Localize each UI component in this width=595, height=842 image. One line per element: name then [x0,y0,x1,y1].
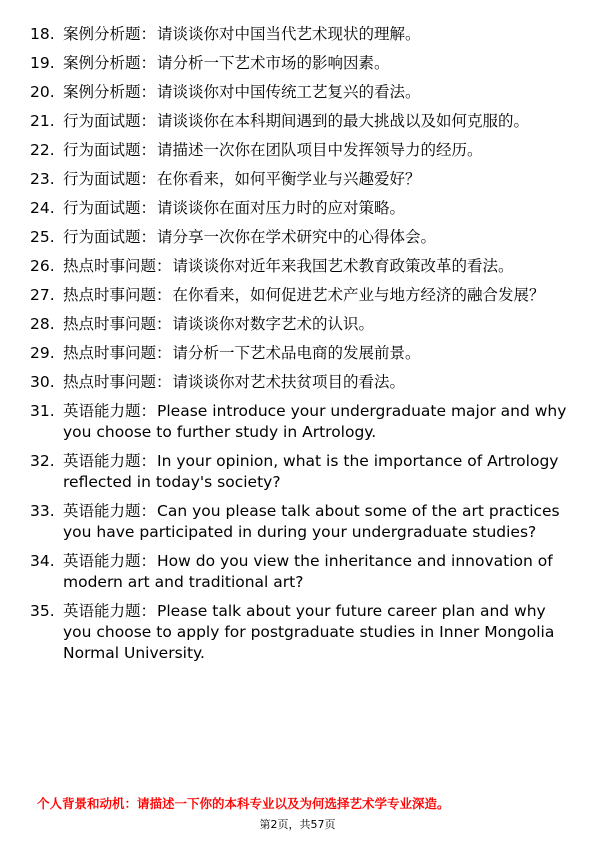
question-body [63,314,570,335]
question-text: 请分析一下艺术品电商的发展前景。 [172,344,421,362]
question-item [30,53,570,74]
question-number: 32. [30,452,55,470]
question-number: 31. [30,402,55,420]
question-text: 请谈谈你在面对压力时的应对策略。 [157,199,406,217]
category-separator: ： [140,170,157,188]
question-category: 热点时事问题 [63,286,157,304]
question-item [30,601,570,664]
category-separator: ： [140,228,157,246]
question-number: 28. [30,315,55,333]
question-category: 英语能力题 [63,602,141,620]
question-number: 33. [30,502,55,520]
question-item [30,401,570,443]
question-body [63,372,570,393]
category-separator: ： [140,402,157,420]
question-item [30,227,570,248]
question-body [63,53,570,74]
question-body [63,140,570,161]
category-separator: ： [156,257,172,275]
question-body [63,285,570,306]
question-body [63,256,570,277]
category-separator: ： [140,83,157,101]
notice-text: 个人背景和动机：请描述一下你的本科专业以及为何选择艺术学专业深造。 [37,796,450,811]
question-text: 请谈谈你对中国当代艺术现状的理解。 [157,25,421,43]
question-category: 行为面试题 [63,199,141,217]
question-category: 案例分析题 [63,54,141,72]
question-category: 热点时事问题 [63,373,157,391]
category-separator: ： [140,112,157,130]
question-text: Please talk about your future career plan and why you choose to apply for postgraduate studies in Inner Mongolia Normal University. [63,602,555,662]
question-body [63,24,570,45]
question-text: 请谈谈你在本科期间遇到的最大挑战以及如何克服的。 [157,112,530,130]
question-item [30,140,570,161]
category-separator: ： [140,25,157,43]
question-number: 24. [30,199,55,217]
question-text: 请描述一次你在团队项目中发挥领导力的经历。 [157,141,483,159]
question-category: 热点时事问题 [63,257,157,275]
question-category: 英语能力题 [63,452,141,470]
question-body [63,227,570,248]
category-separator: ： [140,141,157,159]
question-body [63,551,570,593]
question-body [63,111,570,132]
question-body [63,601,570,664]
question-number: 20. [30,83,55,101]
question-text: 在你看来，如何平衡学业与兴趣爱好？ [157,170,421,188]
question-number: 19. [30,54,55,72]
question-text: In your opinion, what is the importance of Artrology reflected in today's society? [63,452,559,491]
question-number: 27. [30,286,55,304]
category-separator: ： [140,452,157,470]
question-number: 25. [30,228,55,246]
question-text: 请分享一次你在学术研究中的心得体会。 [157,228,437,246]
question-category: 热点时事问题 [63,315,157,333]
question-body [63,169,570,190]
question-item [30,111,570,132]
question-item [30,501,570,543]
question-text: 请谈谈你对数字艺术的认识。 [172,315,375,333]
question-text: 请谈谈你对艺术扶贫项目的看法。 [172,373,406,391]
question-category: 案例分析题 [63,83,141,101]
question-body [63,82,570,103]
question-number: 21. [30,112,55,130]
question-body [63,198,570,219]
question-body [63,343,570,364]
question-number: 26. [30,257,55,275]
question-body [63,451,570,493]
category-separator: ： [140,602,157,620]
question-text: 请分析一下艺术市场的影响因素。 [157,54,390,72]
category-separator: ： [140,54,157,72]
category-separator: ： [140,552,157,570]
question-number: 35. [30,602,55,620]
question-item [30,169,570,190]
question-item [30,451,570,493]
question-item [30,314,570,335]
question-category: 行为面试题 [63,112,141,130]
question-item [30,372,570,393]
question-category: 案例分析题 [63,25,141,43]
page-number: 第2页，共57页 [259,818,336,831]
question-number: 30. [30,373,55,391]
question-item [30,82,570,103]
question-category: 英语能力题 [63,402,141,420]
question-category: 英语能力题 [63,502,141,520]
category-separator: ： [140,502,157,520]
category-separator: ： [156,344,172,362]
question-category: 热点时事问题 [63,344,157,362]
question-text: How do you view the inheritance and innovation of modern art and traditional art? [63,552,553,591]
question-text: 请谈谈你对中国传统工艺复兴的看法。 [157,83,421,101]
question-item [30,343,570,364]
question-text: 在你看来，如何促进艺术产业与地方经济的融合发展？ [172,286,545,304]
category-separator: ： [156,286,172,304]
question-item [30,198,570,219]
question-text: 请谈谈你对近年来我国艺术教育政策改革的看法。 [172,257,514,275]
question-item [30,256,570,277]
question-number: 29. [30,344,55,362]
question-body [63,401,570,443]
category-separator: ： [156,373,172,391]
question-item [30,551,570,593]
question-number: 18. [30,25,55,43]
question-text: Please introduce your undergraduate major and why you choose to further study in Artrology. [63,402,567,441]
question-text: Can you please talk about some of the art practices you have participated in during your undergraduate studies? [63,502,560,541]
question-category: 英语能力题 [63,552,141,570]
question-list [30,24,570,672]
question-category: 行为面试题 [63,170,141,188]
question-item [30,24,570,45]
question-item [30,285,570,306]
category-separator: ： [156,315,172,333]
question-number: 34. [30,552,55,570]
question-number: 23. [30,170,55,188]
category-separator: ： [140,199,157,217]
question-category: 行为面试题 [63,228,141,246]
question-body [63,501,570,543]
question-category: 行为面试题 [63,141,141,159]
question-number: 22. [30,141,55,159]
